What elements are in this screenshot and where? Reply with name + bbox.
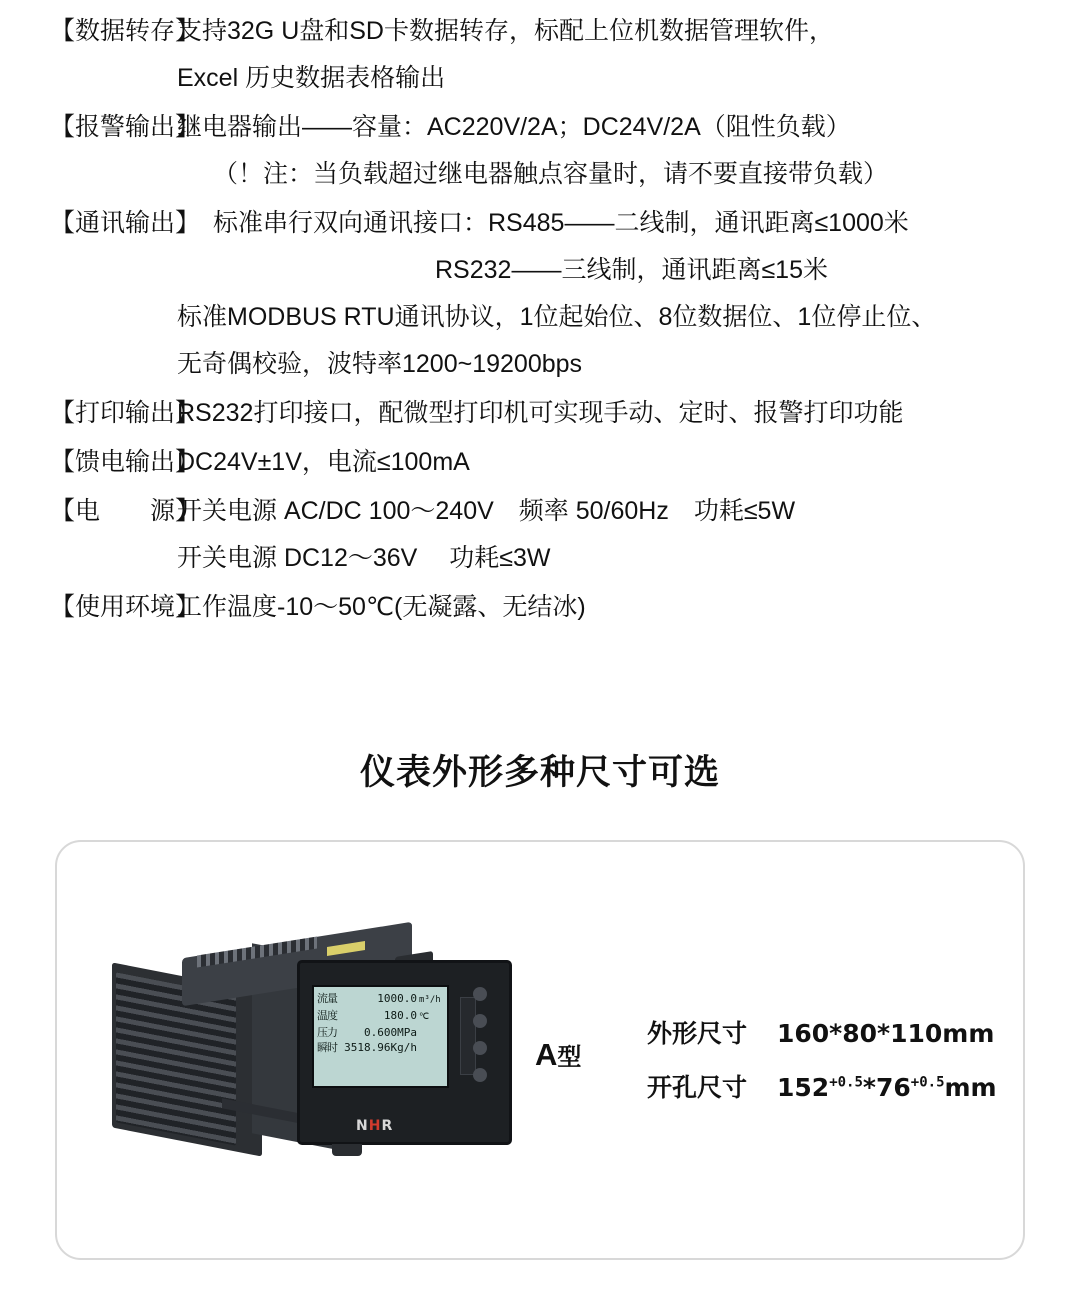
device-key	[473, 1068, 487, 1082]
lcd-channel-name: 瞬时	[317, 1041, 337, 1054]
lcd-value: 1000.0	[377, 992, 417, 1005]
spec-line: 继电器输出——容量：AC220V/2A；DC24V/2A（阻性负载）	[177, 113, 851, 141]
spec-line: 开关电源 DC12～36V 功耗≤3W	[177, 544, 551, 572]
spec-label: 【报警输出】	[50, 113, 201, 141]
specification-list	[0, 0, 1080, 633]
dimension-key: 外形尺寸	[647, 1020, 748, 1048]
dimension-row	[647, 1068, 997, 1104]
spec-row	[0, 439, 1080, 486]
device-key	[473, 1041, 487, 1055]
dimension-value: 160*80*110mm	[777, 1019, 995, 1048]
spec-line: DC24V±1V，电流≤100mA	[177, 448, 470, 476]
product-card	[55, 840, 1025, 1260]
spec-row	[0, 584, 1080, 631]
model-letter: A	[535, 1037, 558, 1072]
spec-label: 【数据转存】	[50, 17, 201, 45]
dimension-table	[647, 1014, 997, 1122]
device-brand-logo: NHR	[356, 1118, 394, 1134]
device-keypad	[463, 987, 497, 1097]
dimension-key: 开孔尺寸	[647, 1074, 748, 1102]
spec-label: 【馈电输出】	[50, 448, 201, 476]
device-illustration	[102, 932, 522, 1162]
spec-line: （！注：当负载超过继电器触点容量时，请不要直接带负载）	[213, 160, 889, 188]
lcd-channel-name: 流量	[317, 992, 337, 1005]
spec-line: 开关电源 AC/DC 100～240V 频率 50/60Hz 功耗≤5W	[177, 497, 796, 525]
lcd-unit: ℃	[419, 1012, 430, 1022]
section-heading: 仪表外形多种尺寸可选	[359, 753, 720, 792]
lcd-unit: m³/h	[419, 995, 441, 1005]
lcd-row	[317, 991, 445, 1008]
dimension-value: $152^{+0.5}*76^{+0.5}mm$	[777, 1073, 997, 1102]
lcd-channel-name: 压力	[317, 1026, 337, 1039]
spec-body	[165, 488, 1080, 582]
lcd-channel-name: 温度	[317, 1009, 337, 1022]
spec-row	[0, 8, 1080, 102]
device-key	[473, 1014, 487, 1028]
lcd-readout	[314, 987, 447, 1055]
spec-label: 【通讯输出】	[50, 209, 201, 237]
spec-row	[0, 390, 1080, 437]
model-label	[535, 1037, 581, 1073]
lcd-value: 180.0	[383, 1009, 417, 1022]
spec-body	[165, 390, 1080, 437]
spec-line: 标准串行双向通讯接口：RS485——二线制，通讯距离≤1000米	[213, 209, 909, 237]
spec-row	[0, 488, 1080, 582]
spec-label: 【电 源】	[50, 497, 201, 525]
spec-line: 无奇偶校验，波特率1200~19200bps	[177, 350, 583, 378]
lcd-value: 0.600MPa	[364, 1026, 417, 1039]
model-suffix: 型	[557, 1044, 582, 1071]
spec-body	[165, 200, 1080, 388]
lcd-row	[317, 1008, 445, 1025]
spec-label: 【使用环境】	[50, 593, 201, 621]
spec-line: RS232——三线制，通讯距离≤15米	[435, 256, 828, 284]
lcd-row	[317, 1040, 445, 1055]
spec-line: 工作温度-10～50℃(无凝露、无结冰)	[177, 593, 586, 621]
spec-line: RS232打印接口，配微型打印机可实现手动、定时、报警打印功能	[177, 399, 904, 427]
spec-body	[165, 8, 1080, 102]
spec-line: 支持32G U盘和SD卡数据转存，标配上位机数据管理软件，	[177, 17, 834, 45]
spec-body	[165, 439, 1080, 486]
lcd-row	[317, 1025, 445, 1040]
spec-label: 【打印输出】	[50, 399, 201, 427]
spec-row	[0, 200, 1080, 388]
lcd-value: 3518.96Kg/h	[344, 1041, 417, 1054]
spec-body	[165, 104, 1080, 198]
spec-line: Excel 历史数据表格输出	[177, 64, 446, 92]
spec-row	[0, 104, 1080, 198]
spec-line: 标准MODBUS RTU通讯协议，1位起始位、8位数据位、1位停止位、	[177, 303, 937, 331]
dimension-row	[647, 1014, 997, 1050]
spec-body	[165, 584, 1080, 631]
device-front-panel	[297, 960, 512, 1145]
device-key	[473, 987, 487, 1001]
device-bottom-tab	[332, 1144, 362, 1156]
device-lcd-screen	[312, 985, 449, 1088]
